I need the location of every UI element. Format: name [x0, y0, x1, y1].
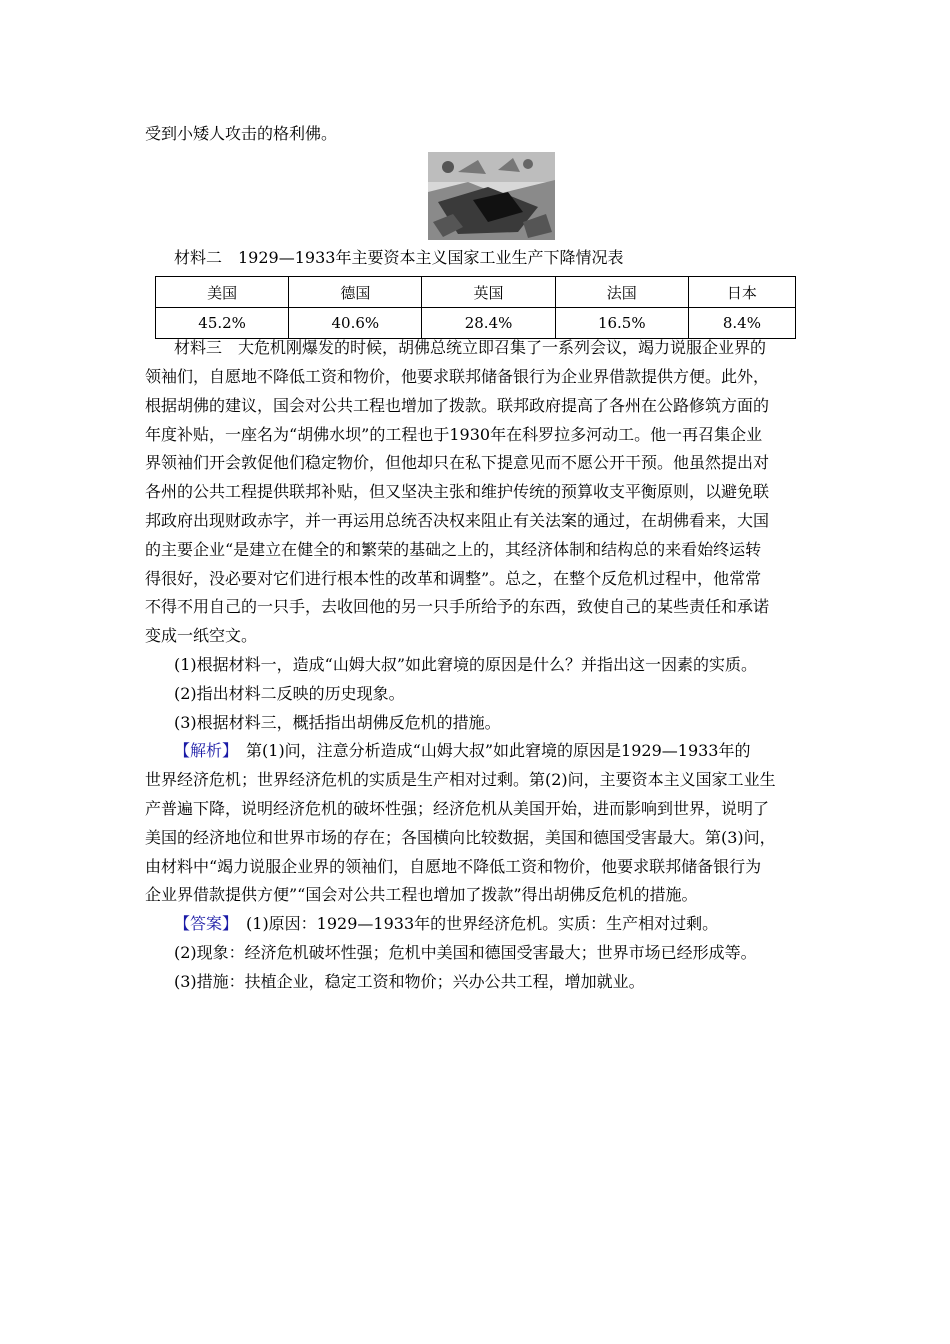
analysis-line: 产普遍下降，说明经济危机的破坏性强；经济危机从美国开始，进而影响到世界，说明了	[145, 799, 770, 818]
value-cell: 45.2%	[156, 308, 289, 339]
table-value-row	[156, 308, 796, 339]
material3-line: 领袖们，自愿地不降低工资和物价，他要求联邦储备银行为企业界借款提供方便。此外，	[145, 367, 770, 386]
table-header-row	[156, 277, 796, 308]
analysis-line: 世界经济危机；世界经济危机的实质是生产相对过剩。第(2)问，主要资本主义国家工业生	[145, 770, 776, 789]
production-decline-table	[155, 276, 796, 339]
analysis-tag: 【解析】	[174, 741, 231, 760]
header-cell: 美国	[156, 277, 289, 308]
value-cell: 8.4%	[688, 308, 795, 339]
material3-line: 变成一纸空文。	[145, 626, 258, 645]
analysis-line: 由材料中“竭力说服企业界的领袖们，自愿地不降低工资和物价，他要求联邦储备银行为	[145, 857, 762, 876]
header-cell: 日本	[688, 277, 795, 308]
header-cell: 法国	[555, 277, 688, 308]
intro-line: 受到小矮人攻击的格利佛。	[145, 124, 338, 143]
material3-line: 各州的公共工程提供联邦补贴，但又坚决主张和维护传统的预算收支平衡原则，以避免联	[145, 482, 770, 501]
answer-first-line	[174, 914, 718, 934]
header-cell: 英国	[422, 277, 555, 308]
material3-line: 年度补贴，一座名为“胡佛水坝”的工程也于1930年在科罗拉多河动工。他一再召集企业	[145, 425, 763, 444]
material3-line: 的主要企业“是建立在健全的和繁荣的基础之上的，其经济体制和结构总的来看始终运转	[145, 540, 762, 559]
analysis-text: 第(1)问，注意分析造成“山姆大叔”如此窘境的原因是1929—1933年的	[230, 741, 751, 760]
material2-caption: 材料二 1929—1933年主要资本主义国家工业生产下降情况表	[174, 248, 624, 267]
answer-line: (3)措施：扶植企业，稳定工资和物价；兴办公共工程，增加就业。	[174, 972, 645, 991]
material3-line: 界领袖们开会敦促他们稳定物价，但他却只在私下提意见而不愿公开干预。他虽然提出对	[145, 453, 770, 472]
analysis-first-line	[174, 741, 750, 761]
cartoon-illustration	[428, 152, 555, 240]
value-cell: 16.5%	[555, 308, 688, 339]
question-1: (1)根据材料一，造成“山姆大叔”如此窘境的原因是什么？并指出这一因素的实质。	[174, 655, 758, 674]
analysis-line: 美国的经济地位和世界市场的存在；各国横向比较数据，美国和德国受害最大。第(3)问，	[145, 828, 776, 847]
question-3: (3)根据材料三，概括指出胡佛反危机的措施。	[174, 713, 501, 732]
material3-line: 得很好，没必要对它们进行根本性的改革和调整”。总之，在整个反危机过程中，他常常	[145, 569, 762, 588]
question-2: (2)指出材料二反映的历史现象。	[174, 684, 405, 703]
answer-text: (1)原因：1929—1933年的世界经济危机。实质：生产相对过剩。	[230, 914, 719, 933]
header-cell: 德国	[289, 277, 422, 308]
value-cell: 28.4%	[422, 308, 555, 339]
answer-tag: 【答案】	[174, 914, 231, 933]
value-cell: 40.6%	[289, 308, 422, 339]
material3-line: 材料三 大危机刚爆发的时候，胡佛总统立即召集了一系列会议，竭力说服企业界的	[174, 338, 767, 357]
answer-line: (2)现象：经济危机破坏性强；危机中美国和德国受害最大；世界市场已经形成等。	[174, 943, 757, 962]
material3-line: 邦政府出现财政赤字，并一再运用总统否决权来阻止有关法案的通过，在胡佛看来，大国	[145, 511, 770, 530]
material3-line: 不得不用自己的一只手，去收回他的另一只手所给予的东西，致使自己的某些责任和承诺	[145, 597, 770, 616]
material3-line: 根据胡佛的建议，国会对公共工程也增加了拨款。联邦政府提高了各州在公路修筑方面的	[145, 396, 770, 415]
analysis-line: 企业界借款提供方便”“国会对公共工程也增加了拨款”得出胡佛反危机的措施。	[145, 885, 698, 904]
